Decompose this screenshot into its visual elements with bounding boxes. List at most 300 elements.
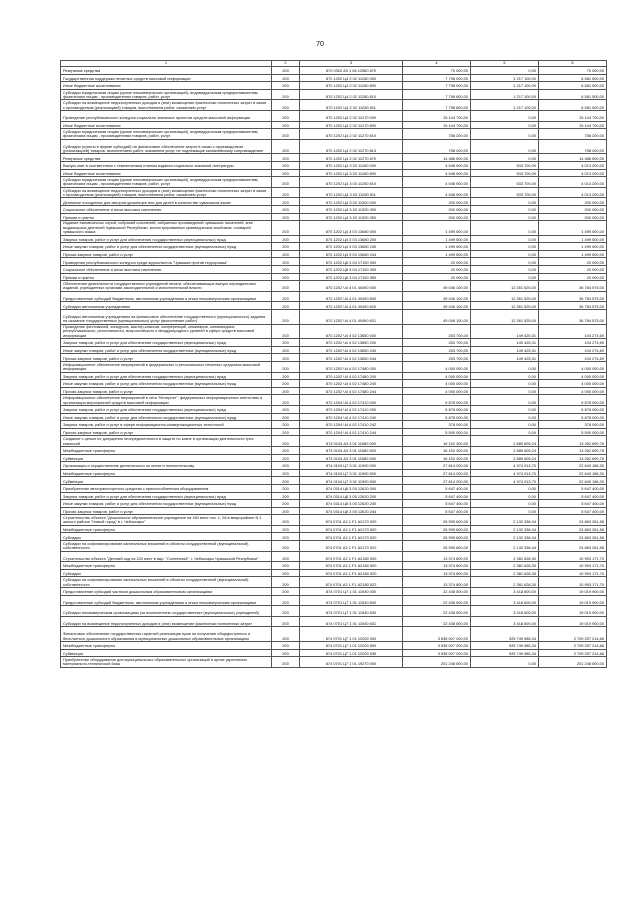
table-row xyxy=(61,387,607,395)
row-unexecuted-amount-cell: 200 000,00 xyxy=(539,198,607,206)
row-classification-code-cell: 870 1204 Ч4 4 02 17410 242 xyxy=(300,421,403,429)
row-executed-amount-cell: 0,00 xyxy=(471,154,539,162)
table-row xyxy=(61,595,607,606)
row-executed-amount-cell: 533 700,00 xyxy=(471,161,539,169)
table-row xyxy=(61,177,607,188)
table-row xyxy=(61,657,607,668)
page-number: 70 xyxy=(316,41,324,48)
row-vr-code-cell: 200 xyxy=(272,484,300,492)
row-vr-code-cell: 200 xyxy=(272,372,300,380)
row-unexecuted-amount-cell: 4 013 200,00 xyxy=(539,187,607,198)
row-unexecuted-amount-cell: 22 640 186,30 xyxy=(539,462,607,470)
row-unexecuted-amount-cell: 15 144 700,00 xyxy=(539,110,607,121)
row-name-cell: Социальное обеспечение и иные выплаты населению xyxy=(61,205,272,213)
table-row xyxy=(61,462,607,470)
row-vr-code-cell: 200 xyxy=(272,82,300,90)
row-approved-amount-cell: 4 000 000,00 xyxy=(403,362,471,373)
row-classification-code-cell: 874 0701 Ц7 1 01 12000 530 xyxy=(300,649,403,657)
row-approved-amount-cell: 4 000 000,00 xyxy=(403,387,471,395)
row-executed-amount-cell: 0,00 xyxy=(471,139,539,154)
row-classification-code-cell: 870 1202 Ц4 2 02 11270 870 xyxy=(300,154,403,162)
table-row xyxy=(61,616,607,627)
row-unexecuted-amount-cell: 20 000,00 xyxy=(539,258,607,266)
row-unexecuted-amount-cell: 19 019 900,00 xyxy=(539,616,607,627)
row-vr-code-cell: 200 xyxy=(272,100,300,111)
row-unexecuted-amount-cell: 5 647 400,00 xyxy=(539,507,607,515)
table-row xyxy=(61,454,607,462)
row-vr-code-cell: 200 xyxy=(272,235,300,243)
row-name-cell: Межбюджетные трансферты xyxy=(61,642,272,650)
row-approved-amount-cell: 22 438 500,00 xyxy=(403,616,471,627)
row-name-cell: Межбюджетные трансферты xyxy=(61,469,272,477)
row-unexecuted-amount-cell: 5 878 000,00 xyxy=(539,405,607,413)
table-row xyxy=(61,235,607,243)
table-row xyxy=(61,588,607,596)
row-executed-amount-cell: 0,00 xyxy=(471,387,539,395)
row-executed-amount-cell: 2 132 338,44 xyxy=(471,525,539,533)
row-executed-amount-cell: 1 217 100,00 xyxy=(471,74,539,82)
row-name-cell: Закупка товаров, работ и услуг для обеспечения государственных (муниципальных) нужд xyxy=(61,235,272,243)
row-executed-amount-cell: 0,00 xyxy=(471,110,539,121)
row-approved-amount-cell: 15 144 700,00 xyxy=(403,121,471,129)
row-classification-code-cell: 874 0701 Ц7 1 01 11540 600 xyxy=(300,595,403,606)
row-classification-code-cell: 870 1202 Ц4 3 03 13680 244 xyxy=(300,250,403,258)
table-row xyxy=(61,139,607,154)
row-classification-code-cell: 870 1202 Ц4 2 02 11270 813 xyxy=(300,139,403,154)
row-unexecuted-amount-cell: 378 000,00 xyxy=(539,421,607,429)
row-vr-code-cell: 200 xyxy=(272,469,300,477)
row-vr-code-cell: 200 xyxy=(272,339,300,347)
table-row xyxy=(61,380,607,388)
row-unexecuted-amount-cell: 24 863 261,56 xyxy=(539,533,607,541)
row-classification-code-cell: 874 0701 Ц7 1 01 11540 630 xyxy=(300,606,403,617)
row-unexecuted-amount-cell: 13 262 690,76 xyxy=(539,446,607,454)
row-classification-code-cell: 874 0104 А3 3 01 11680 530 xyxy=(300,454,403,462)
row-vr-code-cell: 200 xyxy=(272,154,300,162)
row-classification-code-cell: 870 1202 Ц4 3 03 11300 350 xyxy=(300,213,403,221)
row-executed-amount-cell: 0,00 xyxy=(471,121,539,129)
row-vr-code-cell: 200 xyxy=(272,205,300,213)
table-row xyxy=(61,436,607,447)
table-row xyxy=(61,413,607,421)
row-name-cell: Иные закупки товаров, работ и услуг для обеспечения государственных (муниципальных) нужд xyxy=(61,243,272,251)
row-vr-code-cell: 200 xyxy=(272,250,300,258)
row-name-cell: Закупка товаров, работ и услуг для обеспечения государственных (муниципальных) нужд xyxy=(61,405,272,413)
table-row xyxy=(61,346,607,354)
table-row xyxy=(61,169,607,177)
row-approved-amount-cell: 3 635 007 200,00 xyxy=(403,642,471,650)
row-unexecuted-amount-cell: 4 013 200,00 xyxy=(539,161,607,169)
row-classification-code-cell: 870 1202 Ч4 4 01 40490 621 xyxy=(300,310,403,325)
row-vr-code-cell: 200 xyxy=(272,606,300,617)
table-row xyxy=(61,302,607,310)
row-unexecuted-amount-cell: 10 993 171,70 xyxy=(539,562,607,570)
row-vr-code-cell: 200 xyxy=(272,525,300,533)
row-vr-code-cell: 200 xyxy=(272,177,300,188)
row-executed-amount-cell: 12 261 525,00 xyxy=(471,281,539,292)
row-classification-code-cell: 870 1202 Ц8 3 04 17150 300 xyxy=(300,266,403,274)
row-vr-code-cell: 200 xyxy=(272,446,300,454)
row-classification-code-cell: 870 1202 Ч4 4 02 17480 240 xyxy=(300,380,403,388)
row-name-cell: Информационное обеспечение мероприятий в федеральных и региональных печатных средствах массовой информации xyxy=(61,362,272,373)
row-approved-amount-cell: 200 000,00 xyxy=(403,198,471,206)
row-approved-amount-cell: 22 438 500,00 xyxy=(403,588,471,596)
row-executed-amount-cell: 12 261 525,00 xyxy=(471,310,539,325)
row-vr-code-cell: 200 xyxy=(272,595,300,606)
row-unexecuted-amount-cell: 36 784 575,00 xyxy=(539,291,607,302)
row-executed-amount-cell: 0,00 xyxy=(471,428,539,436)
row-approved-amount-cell: 1 499 500,00 xyxy=(403,250,471,258)
row-executed-amount-cell: 4 974 013,70 xyxy=(471,469,539,477)
row-executed-amount-cell: 2 381 628,30 xyxy=(471,577,539,588)
row-vr-code-cell: 200 xyxy=(272,588,300,596)
row-executed-amount-cell: 2 132 338,44 xyxy=(471,541,539,552)
budget-execution-table xyxy=(60,60,607,668)
row-name-cell: Строительство объекта "Детский сад на 220 мест в мкр. "Солнечный", г. Чебоксары Чувашской Республики" xyxy=(61,551,272,562)
row-approved-amount-cell: 49 046 100,00 xyxy=(403,291,471,302)
row-approved-amount-cell: 26 995 600,00 xyxy=(403,515,471,526)
row-approved-amount-cell: 5 647 400,00 xyxy=(403,484,471,492)
row-classification-code-cell: 874 0701 Ц7 1 01 11540 631 xyxy=(300,616,403,627)
row-unexecuted-amount-cell: 6 581 500,00 xyxy=(539,89,607,100)
row-name-cell: Прочая закупка товаров, работ и услуг xyxy=(61,354,272,362)
row-name-cell: Субсидии юридическим лицам (кроме некоммерческих организаций), индивидуальным предпринимателям, физическим лицам - производителям товаров, работ, услуг xyxy=(61,129,272,140)
table-body xyxy=(61,67,607,668)
row-approved-amount-cell: 27 614 200,00 xyxy=(403,477,471,485)
table-row xyxy=(61,198,607,206)
row-executed-amount-cell: 0,00 xyxy=(471,243,539,251)
row-approved-amount-cell: 22 438 500,00 xyxy=(403,606,471,617)
row-executed-amount-cell: 2 889 609,24 xyxy=(471,436,539,447)
row-vr-code-cell: 200 xyxy=(272,169,300,177)
row-name-cell: Обеспечение деятельности государственных учреждений печати, обеспечивающих выпуск периодических изданий, учрежденных органами законодательной и исполнительной власти xyxy=(61,281,272,292)
row-vr-code-cell: 200 xyxy=(272,569,300,577)
row-vr-code-cell: 200 xyxy=(272,616,300,627)
row-approved-amount-cell: 200 000,00 xyxy=(403,213,471,221)
row-name-cell: Межбюджетные трансферты xyxy=(61,446,272,454)
table-row xyxy=(61,129,607,140)
row-classification-code-cell: 870 1202 Ц8 3 04 17150 350 xyxy=(300,273,403,281)
row-executed-amount-cell: 0,00 xyxy=(471,129,539,140)
row-executed-amount-cell: 925 749 985,34 xyxy=(471,649,539,657)
row-unexecuted-amount-cell: 4 000 000,00 xyxy=(539,387,607,395)
row-unexecuted-amount-cell: 200 000,00 xyxy=(539,213,607,221)
row-vr-code-cell: 200 xyxy=(272,258,300,266)
row-classification-code-cell: 874 0104 Ц7 3 01 11990 530 xyxy=(300,477,403,485)
row-classification-code-cell: 870 1202 Ц4 3 03 13680 200 xyxy=(300,235,403,243)
row-vr-code-cell: 200 xyxy=(272,67,300,75)
row-vr-code-cell: 200 xyxy=(272,421,300,429)
row-executed-amount-cell: 0,00 xyxy=(471,213,539,221)
row-vr-code-cell: 200 xyxy=(272,462,300,470)
row-vr-code-cell: 200 xyxy=(272,533,300,541)
row-unexecuted-amount-cell: 2 709 257 214,66 xyxy=(539,649,607,657)
table-row xyxy=(61,161,607,169)
row-vr-code-cell: 200 xyxy=(272,354,300,362)
row-executed-amount-cell: 3 418 600,00 xyxy=(471,588,539,596)
row-approved-amount-cell: 14 386 500,00 xyxy=(403,154,471,162)
row-executed-amount-cell: 0,00 xyxy=(471,362,539,373)
row-executed-amount-cell: 149 425,31 xyxy=(471,354,539,362)
row-unexecuted-amount-cell: 4 000 000,00 xyxy=(539,380,607,388)
table-row xyxy=(61,213,607,221)
row-unexecuted-amount-cell: 36 784 575,00 xyxy=(539,310,607,325)
row-classification-code-cell: 874 0314 Ц8 3 05 12620 200 xyxy=(300,492,403,500)
row-vr-code-cell: 200 xyxy=(272,515,300,526)
row-approved-amount-cell: 20 000,00 xyxy=(403,273,471,281)
row-unexecuted-amount-cell: 5 647 400,00 xyxy=(539,492,607,500)
table-row xyxy=(61,266,607,274)
row-classification-code-cell: 870 1202 Ц4 3 03 11260 811 xyxy=(300,187,403,198)
table-row xyxy=(61,187,607,198)
row-vr-code-cell: 200 xyxy=(272,387,300,395)
row-unexecuted-amount-cell: 36 784 575,00 xyxy=(539,302,607,310)
row-approved-amount-cell: 758 200,00 xyxy=(403,129,471,140)
row-vr-code-cell: 200 xyxy=(272,110,300,121)
row-unexecuted-amount-cell: 6 581 500,00 xyxy=(539,74,607,82)
row-approved-amount-cell: 13 374 800,00 xyxy=(403,551,471,562)
row-name-cell: Создание с целью не допущения неопределенности в защите по казне в организации деятельности трех комиссий xyxy=(61,436,272,447)
row-executed-amount-cell: 4 974 013,70 xyxy=(471,462,539,470)
row-name-cell: Государственная поддержка печатных средств массовой информации xyxy=(61,74,272,82)
row-approved-amount-cell: 5 500 000,00 xyxy=(403,428,471,436)
row-classification-code-cell: 870 1202 Ч4 4 02 13650 244 xyxy=(300,354,403,362)
row-classification-code-cell: 870 1202 Ц4 3 03 13680 240 xyxy=(300,243,403,251)
row-approved-amount-cell: 16 152 300,00 xyxy=(403,454,471,462)
row-name-cell: Субвенции xyxy=(61,454,272,462)
row-approved-amount-cell: 26 995 600,00 xyxy=(403,541,471,552)
row-unexecuted-amount-cell: 15 144 700,00 xyxy=(539,121,607,129)
table-row xyxy=(61,569,607,577)
row-unexecuted-amount-cell: 10 993 171,70 xyxy=(539,569,607,577)
table-row xyxy=(61,469,607,477)
row-classification-code-cell: 874 0314 Ц8 3 05 12620 000 xyxy=(300,484,403,492)
row-classification-code-cell: 874 0701 А2 1 F1 А2180 000 xyxy=(300,551,403,562)
row-classification-code-cell: 874 0314 Ц8 3 05 12620 240 xyxy=(300,500,403,508)
row-unexecuted-amount-cell: 19 019 900,00 xyxy=(539,588,607,596)
table-row xyxy=(61,273,607,281)
row-executed-amount-cell: 1 217 100,00 xyxy=(471,100,539,111)
row-vr-code-cell: 200 xyxy=(272,266,300,274)
row-executed-amount-cell: 1 217 100,00 xyxy=(471,89,539,100)
row-approved-amount-cell: 253 700,00 xyxy=(403,324,471,339)
row-vr-code-cell: 200 xyxy=(272,500,300,508)
row-name-cell: Приобретение автотранспортного средства с приспособленным оборудованием xyxy=(61,484,272,492)
row-approved-amount-cell: 20 000,00 xyxy=(403,258,471,266)
row-approved-amount-cell: 49 046 100,00 xyxy=(403,281,471,292)
row-executed-amount-cell: 0,00 xyxy=(471,395,539,406)
row-classification-code-cell: 870 1202 Ц4 3 03 11260 000 xyxy=(300,161,403,169)
row-unexecuted-amount-cell: 1 499 500,00 xyxy=(539,221,607,236)
row-name-cell: Субсидии (гранты в форме субсидий) на финансовое обеспечение затрат в связи с производством (реализацией) товаров, выполнением работ, оказанием услуг, не подлежащие казначейскому сопровождению xyxy=(61,139,272,154)
row-executed-amount-cell: 2 889 609,24 xyxy=(471,446,539,454)
row-executed-amount-cell: 0,00 xyxy=(471,507,539,515)
row-executed-amount-cell: 149 425,31 xyxy=(471,339,539,347)
row-name-cell: Субсидии юридическим лицам (кроме некоммерческих организаций), индивидуальным предпринимателям, физическим лицам - производителям товаров, работ, услуг xyxy=(61,177,272,188)
row-classification-code-cell: 870 1202 Ч4 4 01 40490 600 xyxy=(300,291,403,302)
row-approved-amount-cell: 26 995 600,00 xyxy=(403,525,471,533)
row-classification-code-cell: 874 0701 А2 1 F1 А2170 500 xyxy=(300,525,403,533)
row-name-cell: Субсидии на софинансирование капитальных вложений в объекты государственной (муниципальной) собственности xyxy=(61,577,272,588)
row-name-cell: Проведение республиканского конкурса социально значимых проектов средств массовой информации xyxy=(61,110,272,121)
row-name-cell: Иные закупки товаров, работ и услуг для обеспечения государственных (муниципальных) нужд xyxy=(61,500,272,508)
table-row xyxy=(61,525,607,533)
row-name-cell: Прочая закупка товаров, работ и услуг xyxy=(61,507,272,515)
column-number: 6 xyxy=(539,61,607,67)
row-approved-amount-cell: 49 046 100,00 xyxy=(403,302,471,310)
row-vr-code-cell: 200 xyxy=(272,302,300,310)
row-name-cell: Субсидии xyxy=(61,533,272,541)
row-approved-amount-cell: 7 798 000,00 xyxy=(403,74,471,82)
row-vr-code-cell: 200 xyxy=(272,139,300,154)
row-executed-amount-cell: 925 749 985,34 xyxy=(471,627,539,642)
row-executed-amount-cell: 0,00 xyxy=(471,657,539,668)
row-name-cell: Иные бюджетные ассигнования xyxy=(61,169,272,177)
row-unexecuted-amount-cell: 6 581 500,00 xyxy=(539,82,607,90)
table-row xyxy=(61,649,607,657)
row-approved-amount-cell: 200 000,00 xyxy=(403,205,471,213)
row-name-cell: Иные бюджетные ассигнования xyxy=(61,121,272,129)
row-name-cell: Социальное обеспечение и иные выплаты населению xyxy=(61,266,272,274)
row-executed-amount-cell: 0,00 xyxy=(471,500,539,508)
row-name-cell: Иные бюджетные ассигнования xyxy=(61,82,272,90)
row-name-cell: Резервные средства xyxy=(61,67,272,75)
row-executed-amount-cell: 149 425,31 xyxy=(471,324,539,339)
table-row xyxy=(61,362,607,373)
row-name-cell: Резервные средства xyxy=(61,154,272,162)
row-name-cell: Закупка товаров, работ и услуг для обеспечения государственных (муниципальных) нужд xyxy=(61,339,272,347)
row-approved-amount-cell: 4 000 000,00 xyxy=(403,372,471,380)
row-unexecuted-amount-cell: 104 274,69 xyxy=(539,346,607,354)
row-classification-code-cell: 874 0701 Ц7 1 01 11540 000 xyxy=(300,588,403,596)
row-name-cell: Закупка товаров, работ и услуг для обеспечения государственных (муниципальных) нужд xyxy=(61,372,272,380)
row-name-cell: Издание ежемесячных серий, собраний сочинений, избранных произведений чувашских писателей, книг выдающихся деятелей Чувашской Республики, иллюстрированных краеведческих альбомов, словарей чувашского языка xyxy=(61,221,272,236)
row-classification-code-cell: 874 0104 А3 3 01 11680 500 xyxy=(300,446,403,454)
row-name-cell: Организация и осуществление деятельности по опеке и попечительству xyxy=(61,462,272,470)
row-unexecuted-amount-cell: 5 878 000,00 xyxy=(539,413,607,421)
row-unexecuted-amount-cell: 19 019 900,00 xyxy=(539,606,607,617)
table-row xyxy=(61,395,607,406)
row-name-cell: Субсидии на возмещение недополученных доходов и (или) возмещение фактически понесенных затрат в связи с производством (реализацией) товаров, выполнением работ, оказанием услуг xyxy=(61,187,272,198)
row-vr-code-cell: 200 xyxy=(272,627,300,642)
row-unexecuted-amount-cell: 10 993 171,70 xyxy=(539,551,607,562)
row-classification-code-cell: 874 0701 А2 1 F1 А2170 520 xyxy=(300,533,403,541)
table-row xyxy=(61,541,607,552)
table-row xyxy=(61,89,607,100)
row-approved-amount-cell: 13 374 800,00 xyxy=(403,577,471,588)
row-name-cell: Финансовое обеспечение государственных гарантий реализации прав на получение общедоступного и бесплатного дошкольного образования в муниципальных дошкольных образовательных организациях xyxy=(61,627,272,642)
row-name-cell: Премии и гранты xyxy=(61,213,272,221)
row-executed-amount-cell: 0,00 xyxy=(471,235,539,243)
table-row xyxy=(61,627,607,642)
row-name-cell: Прочая закупка товаров, работ и услуг xyxy=(61,250,272,258)
table-row xyxy=(61,515,607,526)
row-unexecuted-amount-cell: 200 000,00 xyxy=(539,205,607,213)
row-classification-code-cell: 870 0302 А3 1 06 12580 870 xyxy=(300,67,403,75)
row-unexecuted-amount-cell: 2 709 257 214,66 xyxy=(539,642,607,650)
row-unexecuted-amount-cell: 24 863 261,56 xyxy=(539,525,607,533)
row-vr-code-cell: 200 xyxy=(272,221,300,236)
row-approved-amount-cell: 1 499 500,00 xyxy=(403,221,471,236)
row-vr-code-cell: 200 xyxy=(272,436,300,447)
row-vr-code-cell: 200 xyxy=(272,273,300,281)
row-classification-code-cell: 870 1202 Ч4 4 02 17480 244 xyxy=(300,387,403,395)
table-row xyxy=(61,250,607,258)
row-approved-amount-cell: 4 000 000,00 xyxy=(403,380,471,388)
row-vr-code-cell: 200 xyxy=(272,310,300,325)
row-name-cell: Иные закупки товаров, работ и услуг для обеспечения государственных (муниципальных) нужд xyxy=(61,346,272,354)
row-executed-amount-cell: 12 261 525,00 xyxy=(471,302,539,310)
row-executed-amount-cell: 0,00 xyxy=(471,273,539,281)
table-row xyxy=(61,154,607,162)
row-approved-amount-cell: 13 374 800,00 xyxy=(403,562,471,570)
row-unexecuted-amount-cell: 4 013 200,00 xyxy=(539,177,607,188)
row-approved-amount-cell: 5 647 400,00 xyxy=(403,492,471,500)
row-approved-amount-cell: 7 798 600,00 xyxy=(403,100,471,111)
row-name-cell: Информационное обеспечение мероприятий в сети "Интернет", федеральных информационных агентствах и организация мероприятий средств массовой информации xyxy=(61,395,272,406)
row-classification-code-cell: 870 1202 Ц4 2 02 11270 000 xyxy=(300,110,403,121)
row-name-cell: Прочая закупка товаров, работ и услуг xyxy=(61,428,272,436)
row-vr-code-cell: 200 xyxy=(272,121,300,129)
row-classification-code-cell: 870 1202 Ц4 2 02 11280 000 xyxy=(300,74,403,82)
row-classification-code-cell: 874 0701 Ц7 1 01 12000 000 xyxy=(300,627,403,642)
row-name-cell: Предоставление субсидий частным дошкольным образовательным организациям xyxy=(61,588,272,596)
row-approved-amount-cell: 27 614 200,00 xyxy=(403,469,471,477)
row-executed-amount-cell: 0,00 xyxy=(471,205,539,213)
row-unexecuted-amount-cell: 1 499 500,00 xyxy=(539,250,607,258)
row-unexecuted-amount-cell: 201 248 500,00 xyxy=(539,657,607,668)
row-classification-code-cell: 870 1202 Ч4 4 02 13650 200 xyxy=(300,339,403,347)
row-classification-code-cell: 870 1202 Ч4 4 01 40490 000 xyxy=(300,281,403,292)
row-executed-amount-cell: 0,00 xyxy=(471,250,539,258)
table-row xyxy=(61,221,607,236)
row-classification-code-cell: 870 1202 Ц4 2 02 11270 800 xyxy=(300,121,403,129)
row-executed-amount-cell: 1 217 100,00 xyxy=(471,82,539,90)
table-row xyxy=(61,446,607,454)
row-executed-amount-cell: 533 700,00 xyxy=(471,187,539,198)
row-unexecuted-amount-cell: 70 000,00 xyxy=(539,67,607,75)
table-row xyxy=(61,428,607,436)
row-vr-code-cell: 200 xyxy=(272,477,300,485)
row-name-cell: Межбюджетные трансферты xyxy=(61,525,272,533)
row-name-cell: Иные закупки товаров, работ и услуг для обеспечения государственных (муниципальных) нужд xyxy=(61,380,272,388)
row-unexecuted-amount-cell: 4 013 200,00 xyxy=(539,169,607,177)
column-number: 1 xyxy=(61,61,272,67)
table-row xyxy=(61,74,607,82)
table-row xyxy=(61,477,607,485)
row-unexecuted-amount-cell: 6 581 500,00 xyxy=(539,100,607,111)
row-unexecuted-amount-cell: 10 993 171,70 xyxy=(539,577,607,588)
row-approved-amount-cell: 5 878 000,00 xyxy=(403,413,471,421)
row-classification-code-cell: 874 0701 А2 1 F1 А2180 500 xyxy=(300,562,403,570)
row-approved-amount-cell: 16 152 300,00 xyxy=(403,436,471,447)
row-vr-code-cell: 200 xyxy=(272,428,300,436)
row-classification-code-cell: 874 0104 Ц7 3 01 11990 000 xyxy=(300,462,403,470)
row-vr-code-cell: 200 xyxy=(272,577,300,588)
row-classification-code-cell: 870 1202 Ч4 4 02 17480 200 xyxy=(300,372,403,380)
row-executed-amount-cell: 4 974 013,70 xyxy=(471,477,539,485)
table-row xyxy=(61,421,607,429)
row-classification-code-cell: 870 1202 Ч4 4 01 40490 620 xyxy=(300,302,403,310)
row-executed-amount-cell: 3 418 600,00 xyxy=(471,616,539,627)
row-name-cell: Субсидии на софинансирование капитальных вложений в объекты государственной (муниципальной) собственности xyxy=(61,541,272,552)
row-vr-code-cell: 200 xyxy=(272,324,300,339)
row-approved-amount-cell: 4 546 900,00 xyxy=(403,169,471,177)
row-name-cell: Приобретение оборудования для муниципальных образовательных организаций в целях укрепления материально-технической базы xyxy=(61,657,272,668)
row-unexecuted-amount-cell: 104 274,69 xyxy=(539,339,607,347)
row-approved-amount-cell: 16 152 300,00 xyxy=(403,446,471,454)
column-number: 3 xyxy=(300,61,403,67)
